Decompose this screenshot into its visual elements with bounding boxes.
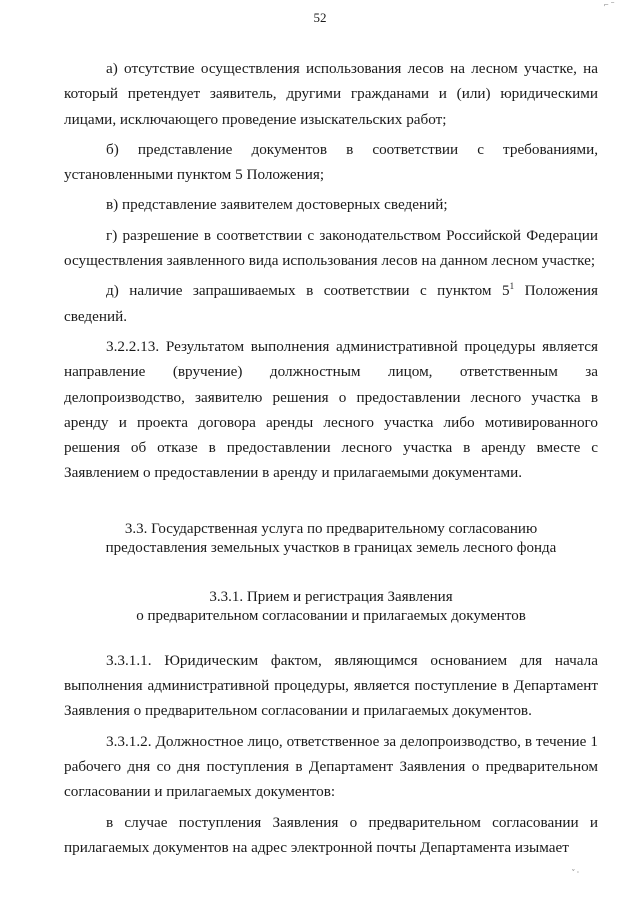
item-b: б) представление документов в соответствии с требованиями, установленными пунктом 5 Положения; <box>64 140 598 184</box>
item-g: г) разрешение в соответствии с законодательством Российской Федерации осуществления заявленного вида использования лесов на данном лесном участке; <box>64 226 598 270</box>
paragraph-email-case: в случае поступления Заявления о предварительном согласовании и прилагаемых документов на адрес электронной почты Департамента изымает <box>64 813 598 856</box>
section-heading-3-3 <box>64 520 598 558</box>
subsection-heading-3-3-1 <box>64 588 598 626</box>
section-heading-line-2: предоставления земельных участков в границах земель лесного фонда <box>105 539 557 556</box>
item-d-text: д) наличие запрашиваемых в соответствии с пунктом 5 <box>106 282 510 300</box>
document-body <box>64 56 598 865</box>
section-heading-line-1: 3.3. Государственная услуга по предварительному согласованию <box>124 520 538 537</box>
item-d <box>64 278 598 329</box>
scan-artifact-mark: ˇ · <box>572 868 580 877</box>
item-a: а) отсутствие осуществления использования лесов на лесном участке, на который претендует заявитель, другими гражданами и (или) юридическими лицами, исключающего проведение изыскательских работ; <box>64 60 598 128</box>
paragraph-3-3-1-1: 3.3.1.1. Юридическим фактом, являющимся основанием для начала выполнения административной процедуры, является поступление в Департамент Заявления о предварительном согласовании и прилагаемых документов. <box>64 651 598 720</box>
paragraph-3-3-1-2: 3.3.1.2. Должностное лицо, ответственное за делопроизводство, в течение 1 рабочего дня со дня поступления в Департамент Заявления о предварительном согласовании и прилагаемых документов: <box>64 732 598 801</box>
subsection-heading-line-1: 3.3.1. Прием и регистрация Заявления <box>209 588 453 605</box>
scan-corner-mark: ⌐ ⁻ <box>604 0 615 9</box>
subsection-heading-line-2: о предварительном согласовании и прилагаемых документов <box>136 607 526 624</box>
page-number: 52 <box>313 10 327 25</box>
item-d-tail: Положения сведений. <box>64 282 598 325</box>
item-d-superscript: 1 <box>509 281 515 292</box>
item-v: в) представление заявителем достоверных сведений; <box>106 196 448 214</box>
result-paragraph: 3.2.2.13. Результатом выполнения административной процедуры является направление (вручение) должностным лицом, ответственным за делопроизводство, заявителю решения о предоставлении лесного участка в аренду и проекта договора аренды лесного участка либо мотивированного решения об отказе в предоставлении лесного участка в аренду вместе с Заявлением о предоставлении в аренду и прилагаемыми документами. <box>64 337 598 482</box>
